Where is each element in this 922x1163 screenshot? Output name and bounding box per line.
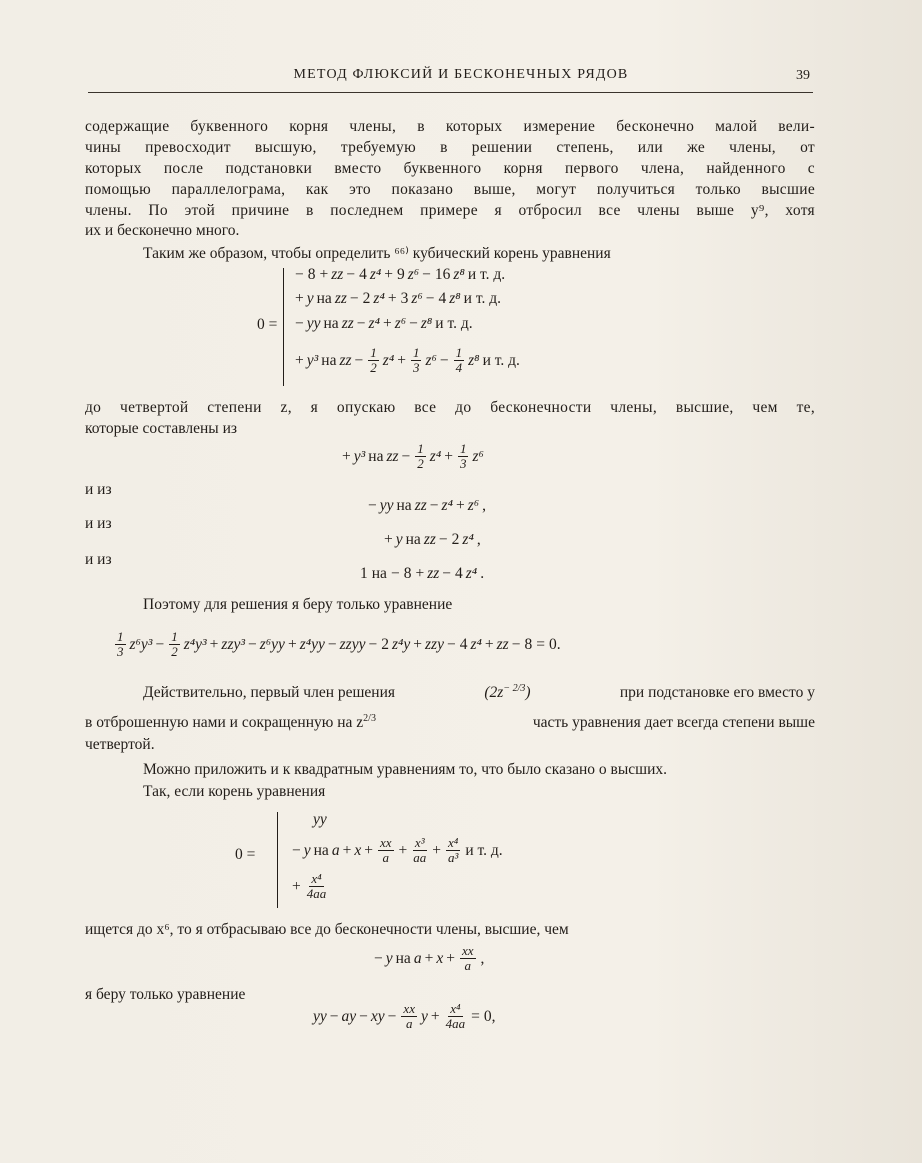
math-variable: zz (339, 351, 352, 369)
math-operator: , (476, 531, 481, 548)
formula (312, 1002, 497, 1031)
math-exponent: 2/3 (363, 713, 376, 724)
math-operator: на (371, 565, 387, 582)
math-operator: − (387, 1007, 397, 1025)
text-span: часть уравнения дает всегда степени выше (532, 714, 815, 732)
math-operator: и т. д. (467, 266, 506, 283)
math-variable: z⁸ (468, 351, 480, 369)
math-variable: zz (386, 447, 399, 465)
header-rule (88, 92, 813, 93)
math-variable: xy (370, 1007, 385, 1025)
math-fraction (169, 630, 180, 659)
math-operator: + (397, 351, 406, 369)
fraction-denominator: a³ (447, 850, 459, 865)
math-operator: + (295, 290, 304, 307)
math-operator: + (292, 877, 301, 895)
math-number: 3 (400, 290, 409, 307)
math-variable: yy (379, 497, 394, 514)
math-fraction (368, 346, 379, 375)
math-number: 4 (459, 635, 468, 653)
math-variable: z⁴y (391, 635, 411, 653)
math-operator: − (439, 351, 449, 369)
fraction-numerator: xx (461, 943, 474, 958)
math-operator: на (323, 315, 339, 332)
math-variable: z⁴ (462, 531, 474, 548)
math-number: 8 (307, 266, 316, 283)
math-variable: zzyy (339, 635, 366, 653)
math-operator: − (329, 1007, 339, 1025)
fraction-numerator: xx (379, 835, 392, 850)
math-variable: z⁶ (425, 351, 437, 369)
math-number: 8 (403, 565, 412, 582)
math-fraction (306, 872, 328, 901)
system1-brace (283, 268, 284, 386)
fraction-denominator: 4aa (306, 886, 327, 901)
math-operator: + (398, 841, 408, 859)
math-operator: + (364, 841, 373, 859)
math-number: 0, (483, 1007, 496, 1025)
formula (372, 944, 486, 973)
math-operator: + (382, 315, 392, 332)
fraction-numerator: 1 (117, 629, 124, 644)
math-variable: z⁴ (429, 447, 442, 465)
math-fraction (378, 836, 394, 865)
math-operator: − (368, 497, 377, 514)
text-line (143, 683, 815, 702)
math-operator: − (374, 949, 383, 967)
math-variable: yy (313, 811, 327, 828)
formula (312, 811, 328, 829)
math-operator: на (405, 531, 421, 548)
formula (293, 290, 503, 308)
math-operator: − (295, 315, 304, 332)
math-operator: + (484, 635, 494, 653)
math-number: 4 (438, 290, 447, 307)
text-line: члены. По этой причине в последнем примере я отбросил все члены выше y⁹, хотя (85, 202, 815, 219)
math-operator: и т. д. (463, 290, 501, 307)
math-operator: и т. д. (435, 315, 473, 332)
fraction-numerator: 1 (459, 441, 467, 456)
math-operator: − (155, 635, 165, 653)
math-variable: z⁶ (394, 315, 407, 332)
math-fraction (412, 836, 427, 865)
math-operator: − (295, 266, 304, 283)
math-operator: на (313, 841, 329, 859)
math-operator: . (480, 565, 485, 582)
fraction-numerator: x⁴ (448, 835, 459, 850)
math-number: 2 (362, 290, 371, 307)
math-operator: − (327, 635, 337, 653)
math-operator: + (413, 635, 423, 653)
fraction-numerator: x⁴ (311, 871, 322, 886)
math-variable: a (413, 949, 422, 967)
math-operator: + (295, 351, 304, 369)
math-operator: − (248, 635, 257, 653)
system1-lhs: 0 = (257, 316, 278, 333)
math: (2z (484, 684, 504, 702)
fraction-numerator: x⁴ (450, 1001, 461, 1016)
text-line: содержащие буквенного корня члены, в которых измерение бесконечно малой вели- (85, 118, 815, 135)
math-number: 2 (381, 635, 389, 653)
math-exponent: − 2/3 (503, 683, 526, 694)
text-line: Поэтому для решения я беру только уравнение (143, 596, 453, 613)
math-operator: + (455, 497, 465, 514)
fraction-denominator: 4aa (445, 1016, 466, 1031)
math-fraction (411, 346, 422, 375)
math-fraction (458, 442, 469, 471)
formula (382, 531, 483, 549)
math-operator: = (471, 1007, 480, 1025)
math-operator: + (209, 635, 219, 653)
math-variable: z⁴ (441, 497, 453, 514)
math-variable: z⁶yy (259, 635, 285, 653)
math-operator: + (342, 447, 351, 465)
page-number: 39 (796, 68, 810, 83)
fraction-denominator: 4 (455, 360, 463, 375)
fraction-denominator: 3 (459, 456, 467, 471)
text-span (85, 713, 376, 732)
math-variable: z⁸ (453, 266, 465, 283)
math-variable: z⁴ (369, 266, 382, 283)
math-operator: + (430, 1007, 440, 1025)
formula (358, 565, 486, 583)
math-variable: y (303, 841, 311, 859)
math-variable: zz (414, 497, 427, 514)
text-line: и из (85, 481, 112, 498)
math-operator: − (346, 266, 356, 283)
math-variable: z⁸ (449, 290, 461, 307)
math-operator: − (438, 531, 448, 548)
math-variable: y (420, 1007, 428, 1025)
text-line: четвертой. (85, 736, 155, 753)
math-variable: yy (313, 1007, 327, 1025)
fraction-denominator: a (382, 850, 389, 865)
math-operator: − (422, 266, 431, 283)
fraction-denominator: a (464, 958, 471, 973)
math-operator: − (442, 565, 452, 582)
text-line: я беру только уравнение (85, 986, 246, 1003)
math-operator: − (429, 497, 439, 514)
math-variable: zz (334, 290, 347, 307)
math-operator: + (387, 290, 397, 307)
text-line: Таким же образом, чтобы определить ⁶⁶⁾ кубический корень уравнения (143, 245, 611, 262)
math-operator: + (342, 841, 352, 859)
formula (293, 346, 522, 375)
text-span: Действительно, первый член решения (143, 683, 396, 701)
fraction-denominator: 2 (370, 360, 377, 375)
math-variable: zz (423, 531, 436, 548)
math-operator: − (446, 635, 456, 653)
math-operator: + (384, 266, 393, 283)
math-variable: ay (341, 1007, 357, 1025)
text-line: их и бесконечно много. (85, 222, 240, 239)
math-operator: − (349, 290, 359, 307)
math-operator: + (424, 949, 434, 967)
formula (293, 315, 475, 333)
text-line: ищется до x⁶, то я отбрасываю все до бесконечности члены, высшие, чем (85, 921, 569, 938)
math-fraction (446, 836, 460, 865)
text-line: и из (85, 515, 112, 532)
math: ) (525, 684, 531, 702)
math-operator: − (511, 635, 521, 653)
math-operator: − (409, 315, 418, 332)
math-operator: на (368, 447, 384, 465)
math-variable: z⁸ (420, 315, 433, 332)
math-variable: y (385, 949, 393, 967)
math-variable: x (436, 949, 444, 967)
math-root (484, 683, 530, 702)
formula (290, 836, 505, 865)
formula (112, 630, 563, 659)
math-operator: на (395, 949, 411, 967)
math-variable: z⁶ (411, 290, 423, 307)
math-variable: z⁴ (470, 635, 482, 653)
math-number: 1 (360, 565, 368, 582)
math-operator: на (321, 351, 337, 369)
text-line: чины превосходит высшую, требуемую в решении степень, или же члены, от (85, 139, 815, 156)
math-operator: − (401, 447, 411, 465)
math-variable: z⁴yy (299, 635, 325, 653)
fraction-denominator: 3 (412, 360, 420, 375)
formula (293, 266, 507, 284)
text-span: при подстановке его вместо y (619, 683, 815, 701)
formula (290, 872, 330, 901)
math-variable: zz (427, 565, 440, 582)
math-fraction (401, 1002, 417, 1031)
math-operator: − (292, 841, 301, 859)
math-operator: + (432, 841, 442, 859)
fraction-numerator: 1 (370, 345, 377, 360)
math-operator: + (444, 447, 453, 465)
math-number: 0. (548, 635, 561, 653)
text-line: которые составлены из (85, 420, 237, 437)
text-line: которых после подстановки вместо буквенного корня первого члена, найденного с (85, 160, 815, 177)
math-operator: + (287, 635, 297, 653)
math-operator: − (354, 351, 364, 369)
math-fraction (445, 1002, 467, 1031)
math-variable: zz (341, 315, 354, 332)
math-number: 16 (434, 266, 451, 283)
math-fraction (415, 442, 426, 471)
math-variable: z⁴ (373, 290, 385, 307)
math-operator: и т. д. (482, 351, 520, 369)
system2-lhs: 0 = (235, 846, 256, 863)
math-variable: zz (496, 635, 509, 653)
math-fraction (454, 346, 465, 375)
running-header: МЕТОД ФЛЮКСИЙ И БЕСКОНЕЧНЫХ РЯДОВ (293, 67, 629, 82)
math-variable: y (395, 531, 403, 548)
fraction-numerator: x³ (414, 835, 425, 850)
math-operator: на (316, 290, 332, 307)
math-variable: x (354, 841, 362, 859)
text-line: помощью параллелограма, как это показано выше, могут получиться только высшие (85, 181, 815, 198)
math-variable: z⁶ (467, 497, 480, 514)
fraction-denominator: 2 (171, 644, 178, 659)
math-operator: − (359, 1007, 368, 1025)
math-operator: = (536, 635, 545, 653)
math-operator: на (396, 497, 412, 514)
text-span: в отброшенную нами и сокращенную на z (85, 714, 364, 732)
math-number: 4 (359, 266, 367, 283)
fraction-numerator: 1 (417, 441, 424, 456)
math-variable: z⁶y³ (129, 635, 153, 653)
math-operator: + (319, 266, 329, 283)
math-operator: и т. д. (465, 841, 503, 859)
math-operator: − (390, 565, 400, 582)
math-variable: y³ (353, 447, 366, 465)
math-variable: zz (331, 266, 344, 283)
math-fraction (115, 630, 126, 659)
fraction-denominator: 3 (117, 644, 124, 659)
math-number: 8 (524, 635, 533, 653)
math-variable: z⁴ (382, 351, 395, 369)
math-operator: − (356, 315, 366, 332)
math-variable: z⁴y³ (183, 635, 207, 653)
text-line (85, 713, 815, 732)
math-variable: zzy (425, 635, 444, 653)
math-fraction (460, 944, 476, 973)
math-variable: z⁴ (465, 565, 478, 582)
math-number: 2 (451, 531, 460, 548)
math-operator: + (415, 565, 425, 582)
fraction-denominator: aa (413, 850, 427, 865)
math-variable: y³ (306, 351, 319, 369)
math-variable: z⁶ (472, 447, 484, 465)
math-number: 4 (455, 565, 463, 582)
math-variable: yy (306, 315, 321, 332)
fraction-numerator: xx (403, 1001, 415, 1016)
text-line: и из (85, 551, 112, 568)
fraction-numerator: 1 (412, 345, 420, 360)
math-operator: − (368, 635, 378, 653)
text-line: до четвертой степени z, я опускаю все до бесконечности члены, высшие, чем те, (85, 399, 815, 416)
math-variable: zzy³ (221, 635, 245, 653)
math-operator: , (482, 497, 486, 514)
formula (366, 497, 488, 515)
math-variable: a (331, 841, 340, 859)
fraction-numerator: 1 (455, 345, 463, 360)
text-line: Так, если корень уравнения (143, 783, 326, 800)
math-variable: z⁶ (407, 266, 420, 283)
math-operator: + (446, 949, 455, 967)
fraction-numerator: 1 (171, 629, 178, 644)
math-variable: y (306, 290, 314, 307)
math-operator: , (480, 949, 485, 967)
math-operator: − (425, 290, 435, 307)
system2-brace (277, 812, 278, 908)
math-number: 9 (397, 266, 405, 283)
fraction-denominator: a (405, 1016, 413, 1031)
math-operator: + (384, 531, 393, 548)
formula (340, 442, 485, 471)
fraction-denominator: 2 (417, 456, 424, 471)
math-variable: z⁴ (368, 315, 380, 332)
text-line: Можно приложить и к квадратным уравнениям то, что было сказано о высших. (143, 761, 667, 778)
